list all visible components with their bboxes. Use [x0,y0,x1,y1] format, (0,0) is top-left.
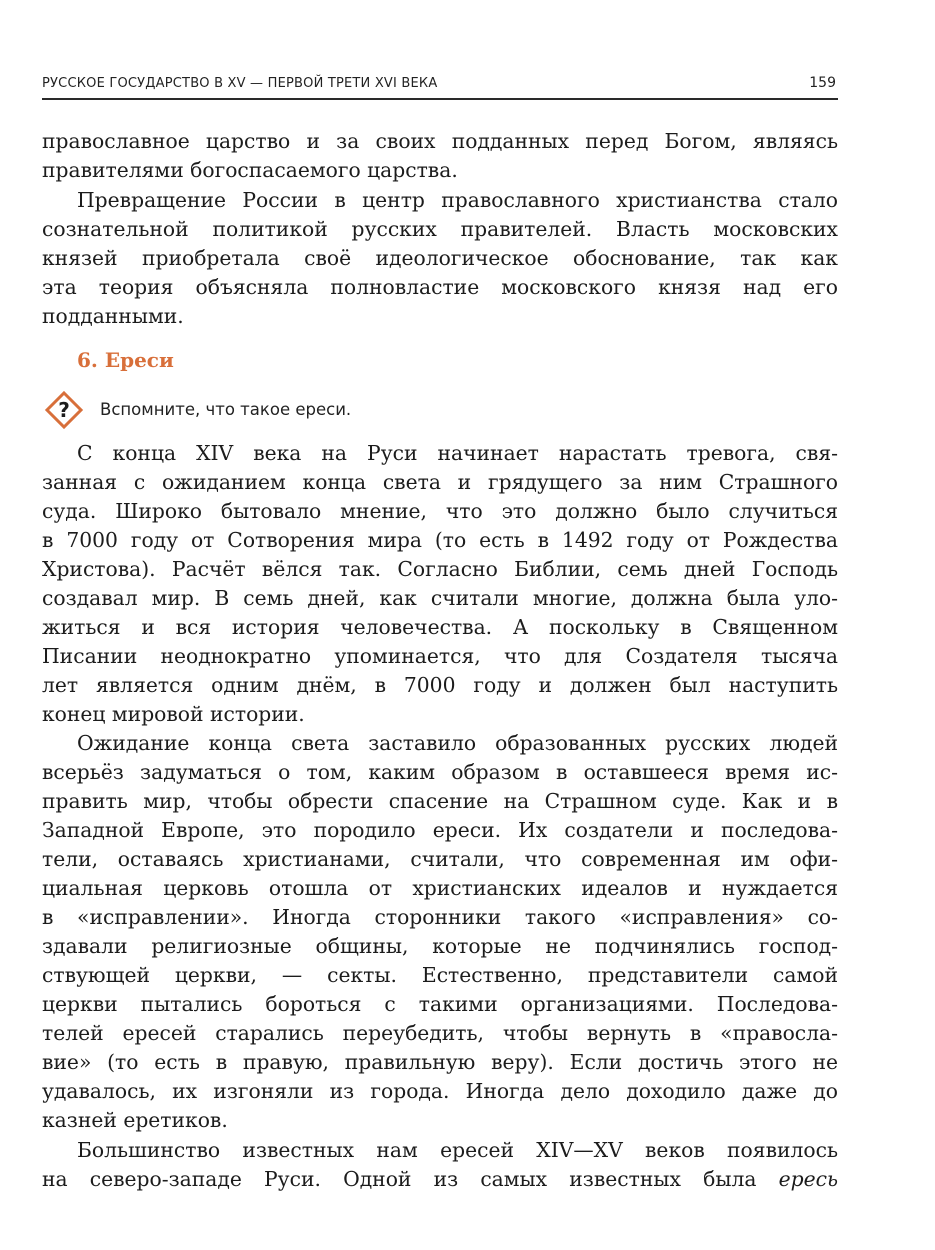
question-text: Вспомните, что такое ереси. [100,400,352,419]
page-number: 159 [809,75,836,91]
running-header-title: РУССКОЕ ГОСУДАРСТВО В XV — ПЕРВОЙ ТРЕТИ XVI ВЕКА [42,76,438,91]
text-line: сознательной политикой русских правителей. Власть московских [42,217,838,241]
text-line: конец мировой истории. [42,702,305,726]
paragraph-first-line: Превращение России в центр православного христианства стало [77,188,838,212]
text-line: православное царство и за своих подданных перед Богом, являясь [42,129,838,153]
text-line: суда. Широко бытовало мнение, что это должно было случиться [42,499,838,523]
text-line: лет является одним днём, в 7000 году и должен был наступить [42,673,838,697]
text-line: житься и вся история человечества. А поскольку в Священном [42,615,838,639]
text-line: князей приобретала своё идеологическое обоснование, так как [42,246,838,270]
paragraph-first-line: Ожидание конца света заставило образованных русских людей [77,731,838,755]
text-line: ствующей церкви, — секты. Естественно, представители самой [42,963,838,987]
question-callout [44,390,352,430]
text-line: церкви пытались бороться с такими организациями. Последова- [42,992,838,1016]
text-line: править мир, чтобы обрести спасение на Страшном суде. Как и в [42,789,838,813]
text-line: создавал мир. В семь дней, как считали многие, должна была уло- [42,586,838,610]
paragraph-first-line: Большинство известных нам ересей XIV—XV веков появилось [77,1138,838,1162]
italic-term: ересь [778,1167,839,1191]
text-line: удавалось, их изгоняли из города. Иногда дело доходило даже до [42,1079,838,1103]
section-heading: 6. Ереси [77,348,174,372]
text-line: всерьёз задуматься о том, каким образом в оставшееся время ис- [42,760,838,784]
text-line: Христова). Расчёт вёлся так. Согласно Библии, семь дней Господь [42,557,838,581]
text-line: казней еретиков. [42,1108,228,1132]
text-fragment: на северо-западе Руси. Одной из самых известных была [42,1167,757,1191]
text-line: занная с ожиданием конца света и грядущего за ним Страшного [42,470,838,494]
text-line: здавали религиозные общины, которые не подчинялись господ- [42,934,838,958]
paragraph-first-line: С конца XIV века на Руси начинает нарастать тревога, свя- [77,441,838,465]
text-line [42,1165,838,1194]
running-header [42,72,838,100]
text-line: в «исправлении». Иногда сторонники такого «исправления» со- [42,905,838,929]
question-diamond-icon [44,390,84,430]
text-line: правителями богоспасаемого царства. [42,158,458,182]
text-line: вие» (то есть в правую, правильную веру). Если достичь этого не [42,1050,838,1074]
text-line: циальная церковь отошла от христианских идеалов и нуждается [42,876,838,900]
text-line: Писании неоднократно упоминается, что для Создателя тысяча [42,644,838,668]
text-line: Западной Европе, это породило ереси. Их создатели и последова- [42,818,838,842]
text-line: телей ересей старались переубедить, чтобы вернуть в «правосла- [42,1021,838,1045]
text-line: эта теория объясняла полновластие московского князя над его [42,275,838,299]
text-line: подданными. [42,304,184,328]
text-line: в 7000 году от Сотворения мира (то есть в 1492 году от Рождества [42,528,838,552]
svg-text:?: ? [58,398,70,422]
text-line: тели, оставаясь христианами, считали, что современная им офи- [42,847,838,871]
